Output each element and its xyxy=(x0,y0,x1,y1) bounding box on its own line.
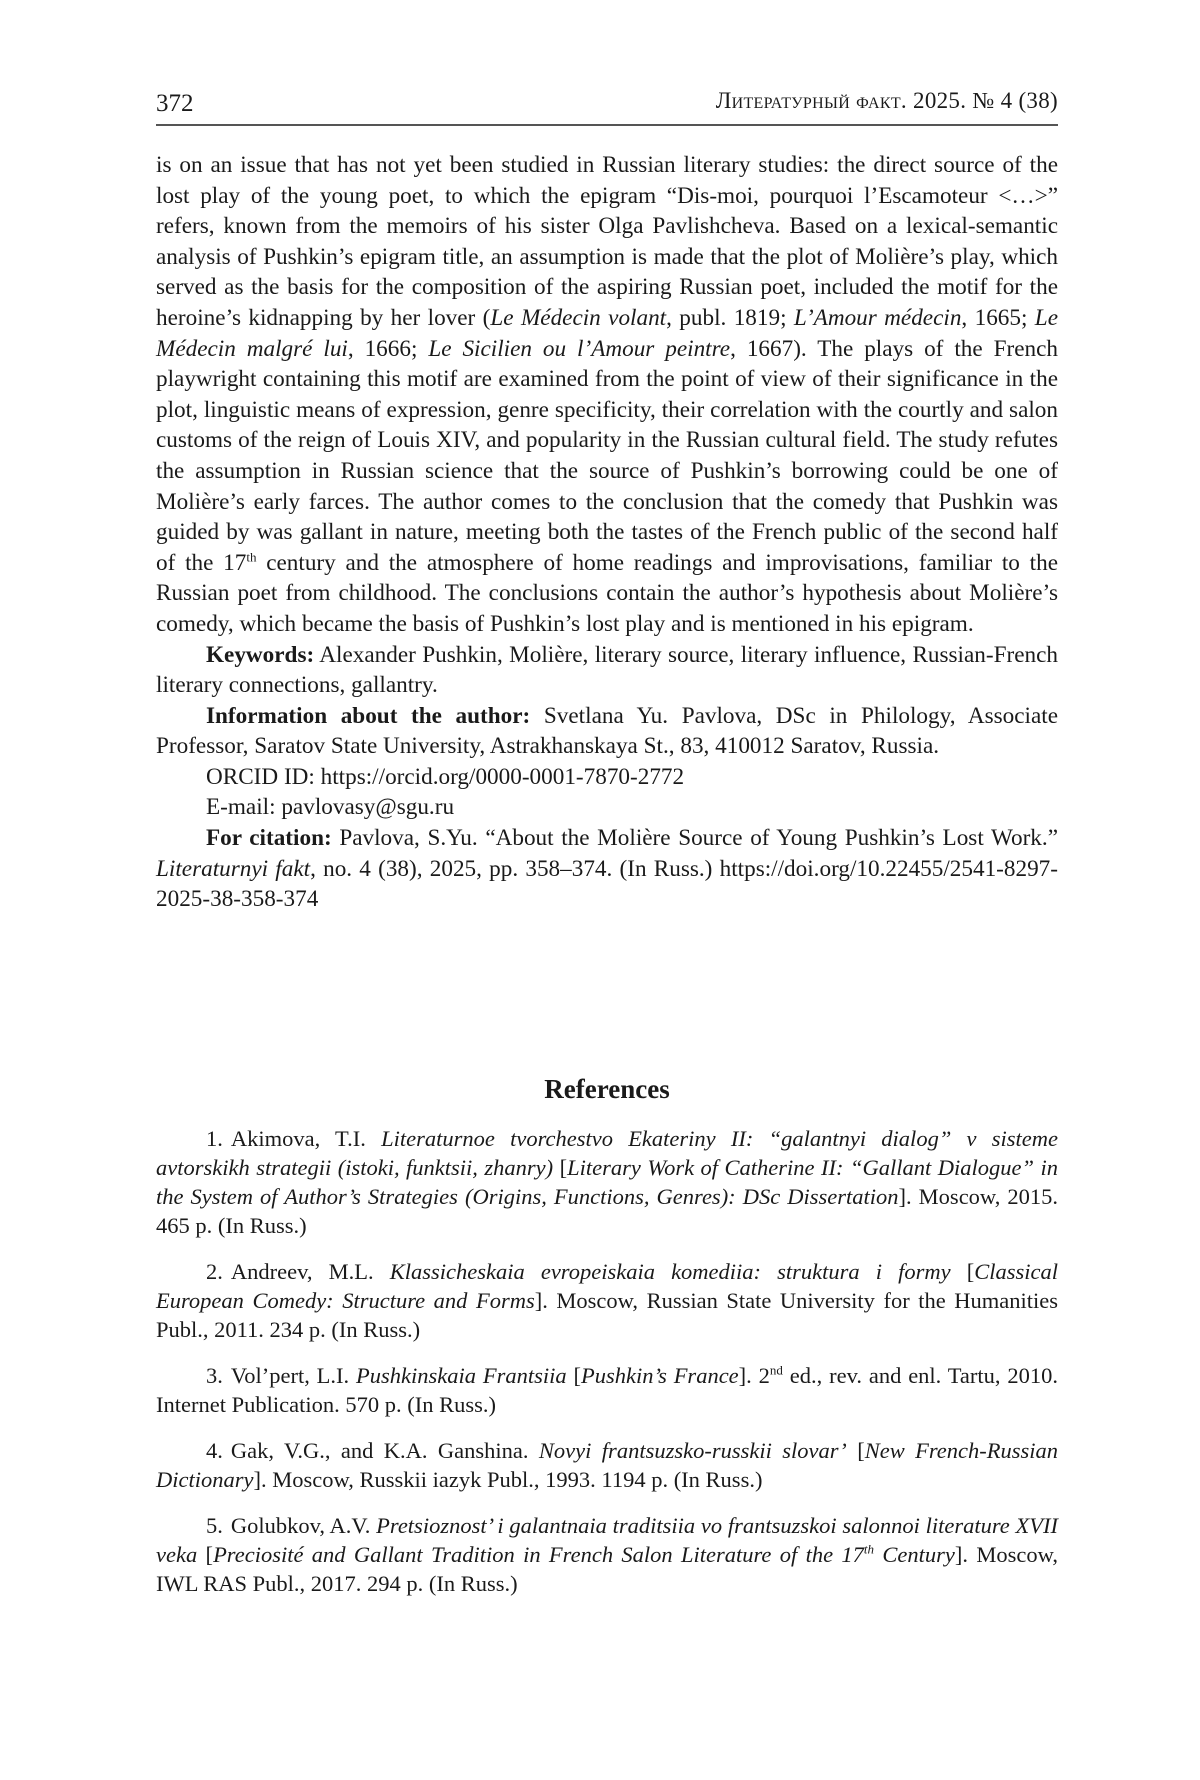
abstract-paragraph: is on an issue that has not yet been studied in Russian literary studies: the direct source of the lost play of the young poet, to which the epigram “Dis-moi, pourquoi l’Escamoteur <…>” refers, known from the memoirs of his sister Olga Pavlishcheva. Based on a lexical-semantic analysis of Pushkin’s epigram title, an assumption is made that the plot of Molière’s play, which served as the basis for the composition of the aspiring Russian poet, included the motif for the heroine’s kidnapping by her lover (Le Médecin volant, publ. 1819; L’Amour médecin, 1665; Le Médecin malgré lui, 1666; Le Sicilien ou l’Amour peintre, 1667). The plays of the French playwright containing this motif are examined from the point of view of their significance in the plot, linguistic means of expression, genre specificity, their correlation with the courtly and salon customs of the reign of Louis XIV, and popularity in the Russian cultural field. The study refutes the assumption in Russian science that the source of Pushkin’s borrowing could be one of Molière’s early farces. The author comes to the conclusion that the comedy that Pushkin was guided by was gallant in nature, meeting both the tastes of the French public of the second half of the 17th century and the atmosphere of home readings and improvisations, familiar to the Russian poet from childhood. The conclusions contain the author’s hypothesis about Molière’s comedy, which became the basis of Pushkin’s lost play and is mentioned in his epigram. xyxy=(156,152,1058,637)
references-heading: References xyxy=(544,1074,670,1104)
article-body xyxy=(156,150,1058,915)
running-header xyxy=(156,86,1058,126)
author-info-label: Information about the author: xyxy=(206,702,531,729)
journal-title: Литературный факт. 2025. № 4 (38) xyxy=(715,88,1058,113)
author-info-text: Svetlana Yu. Pavlova, DSc in Philology, Associate Professor, Saratov State University, Astrakhanskaya St., 83, 410012 Saratov, Russia. xyxy=(156,702,1058,760)
citation-label: For citation: xyxy=(206,825,332,852)
references-list xyxy=(156,1124,1058,1615)
reference-item: 2. Andreev, M.L. Klassicheskaia evropeiskaia komediia: struktura i formy [Classical European Comedy: Structure and Forms]. Moscow, Russian State University for the Humanities Publ., 2011. 234 p. (In Russ.) xyxy=(156,1259,1058,1342)
reference-item: 4. Gak, V.G., and K.A. Ganshina. Novyi frantsuzsko-russkii slovar’ [New French-Russian Dictionary]. Moscow, Russkii iazyk Publ., 1993. 1194 p. (In Russ.) xyxy=(156,1438,1059,1492)
reference-item: 5. Golubkov, A.V. Pretsioznost’ i galantnaia traditsiia vo frantsuzskoi salonnoi literature XVII veka [Preciosité and Gallant Tradition in French Salon Literature of the 17th Century]. Moscow, IWL RAS Publ., 2017. 294 p. (In Russ.) xyxy=(156,1513,1058,1596)
page-number: 372 xyxy=(156,90,194,117)
orcid-line: ORCID ID: https://orcid.org/0000-0001-7870-2772 xyxy=(206,763,685,790)
email-line: E-mail: pavlovasy@sgu.ru xyxy=(206,794,455,821)
citation-paragraph: For citation: Pavlova, S.Yu. “About the Molière Source of Young Pushkin’s Lost Work.” Literaturnyi fakt, no. 4 (38), 2025, pp. 358–374. (In Russ.) https://doi.org/10.22455/2541-8297-2025-38-358-374 xyxy=(156,825,1058,913)
reference-item: 3. Vol’pert, L.I. Pushkinskaia Frantsiia [Pushkin’s France]. 2nd ed., rev. and enl. Tartu, 2010. Internet Publication. 570 p. (In Russ.) xyxy=(156,1362,1059,1417)
reference-item: 1. Akimova, T.I. Literaturnoe tvorchestvo Ekateriny II: “galantnyi dialog” v sisteme avtorskikh strategii (istoki, funktsii, zhanry) [Literary Work of Catherine II: “Gallant Dialogue” in the System of Author’s Strategies (Origins, Functions, Genres): DSc Dissertation]. Moscow, 2015. 465 p. (In Russ.) xyxy=(156,1126,1059,1238)
author-info-paragraph xyxy=(156,701,1058,762)
keywords-label: Keywords: xyxy=(206,641,315,668)
keywords-paragraph xyxy=(156,640,1058,701)
keywords-text: Alexander Pushkin, Molière, literary source, literary influence, Russian-French literary connections, gallantry. xyxy=(156,641,1058,699)
